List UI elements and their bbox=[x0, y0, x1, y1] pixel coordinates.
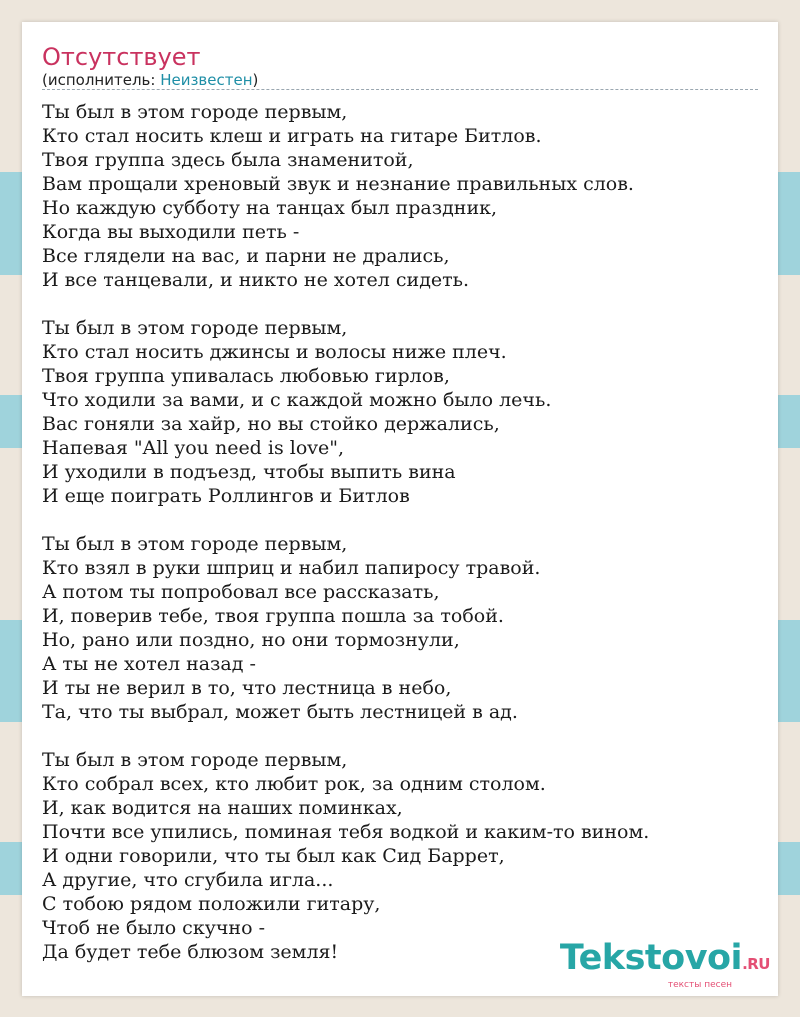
lyric-line: И еще поиграть Роллингов и Битлов bbox=[42, 485, 410, 507]
lyric-line: Ты был в этом городе первым, bbox=[42, 533, 348, 555]
lyrics-stanza bbox=[42, 532, 758, 724]
lyric-line: Вас гоняли за хайр, но вы стойко держались, bbox=[42, 413, 500, 435]
lyric-line: И уходили в подъезд, чтобы выпить вина bbox=[42, 461, 456, 483]
lyric-line: Да будет тебе блюзом земля! bbox=[42, 941, 339, 963]
lyric-line: Чтоб не было скучно - bbox=[42, 917, 265, 939]
lyrics-stanza bbox=[42, 316, 758, 508]
lyric-line: Напевая "All you need is love", bbox=[42, 437, 345, 459]
lyric-line: И, как водится на наших поминках, bbox=[42, 797, 403, 819]
lyric-line: Все глядели на вас, и парни не дрались, bbox=[42, 245, 450, 267]
lyrics-card bbox=[22, 22, 778, 996]
lyric-line: Твоя группа здесь была знаменитой, bbox=[42, 149, 414, 171]
lyric-line: И ты не верил в то, что лестница в небо, bbox=[42, 677, 452, 699]
lyric-line: Кто взял в руки шприц и набил папиросу травой. bbox=[42, 557, 541, 579]
lyric-line: Кто стал носить джинсы и волосы ниже плеч. bbox=[42, 341, 507, 363]
lyrics-text bbox=[42, 100, 758, 964]
lyric-line: Ты был в этом городе первым, bbox=[42, 317, 348, 339]
lyric-line: А другие, что сгубила игла... bbox=[42, 869, 334, 891]
lyric-line: Ты был в этом городе первым, bbox=[42, 749, 348, 771]
logo-tagline: тексты песен bbox=[667, 980, 732, 990]
lyric-line: Твоя группа упивалась любовью гирлов, bbox=[42, 365, 450, 387]
title-divider bbox=[42, 89, 758, 90]
logo-domain: .RU bbox=[742, 955, 770, 973]
lyric-line: Вам прощали хреновый звук и незнание правильных слов. bbox=[42, 173, 634, 195]
lyric-line: Кто стал носить клеш и играть на гитаре Битлов. bbox=[42, 125, 542, 147]
lyrics-stanza bbox=[42, 100, 758, 292]
lyric-line: С тобою рядом положили гитару, bbox=[42, 893, 381, 915]
song-title: Отсутствует bbox=[42, 43, 201, 71]
lyrics-stanza bbox=[42, 748, 758, 964]
lyric-line: И одни говорили, что ты был как Сид Баррет, bbox=[42, 845, 505, 867]
logo-name: Tekstovoi bbox=[559, 938, 743, 978]
lyric-line: Почти все упились, поминая тебя водкой и каким-то вином. bbox=[42, 821, 650, 843]
artist-suffix: ) bbox=[252, 71, 259, 89]
artist-line bbox=[42, 69, 258, 91]
lyric-line: А потом ты попробовал все рассказать, bbox=[42, 581, 440, 603]
lyric-line: Но каждую субботу на танцах был праздник, bbox=[42, 197, 498, 219]
lyric-line: И, поверив тебе, твоя группа пошла за тобой. bbox=[42, 605, 504, 627]
site-logo[interactable] bbox=[560, 940, 770, 990]
artist-prefix: (исполнитель: bbox=[42, 71, 161, 89]
lyric-line: Но, рано или поздно, но они тормознули, bbox=[42, 629, 460, 651]
lyric-line: Та, что ты выбрал, может быть лестницей в ад. bbox=[42, 701, 518, 723]
artist-link[interactable]: Неизвестен bbox=[160, 71, 253, 89]
lyric-line: Что ходили за вами, и с каждой можно было лечь. bbox=[42, 389, 552, 411]
lyric-line: И все танцевали, и никто не хотел сидеть. bbox=[42, 269, 470, 291]
lyric-line: А ты не хотел назад - bbox=[42, 653, 256, 675]
lyric-line: Ты был в этом городе первым, bbox=[42, 101, 348, 123]
lyric-line: Кто собрал всех, кто любит рок, за одним столом. bbox=[42, 773, 546, 795]
lyric-line: Когда вы выходили петь - bbox=[42, 221, 300, 243]
